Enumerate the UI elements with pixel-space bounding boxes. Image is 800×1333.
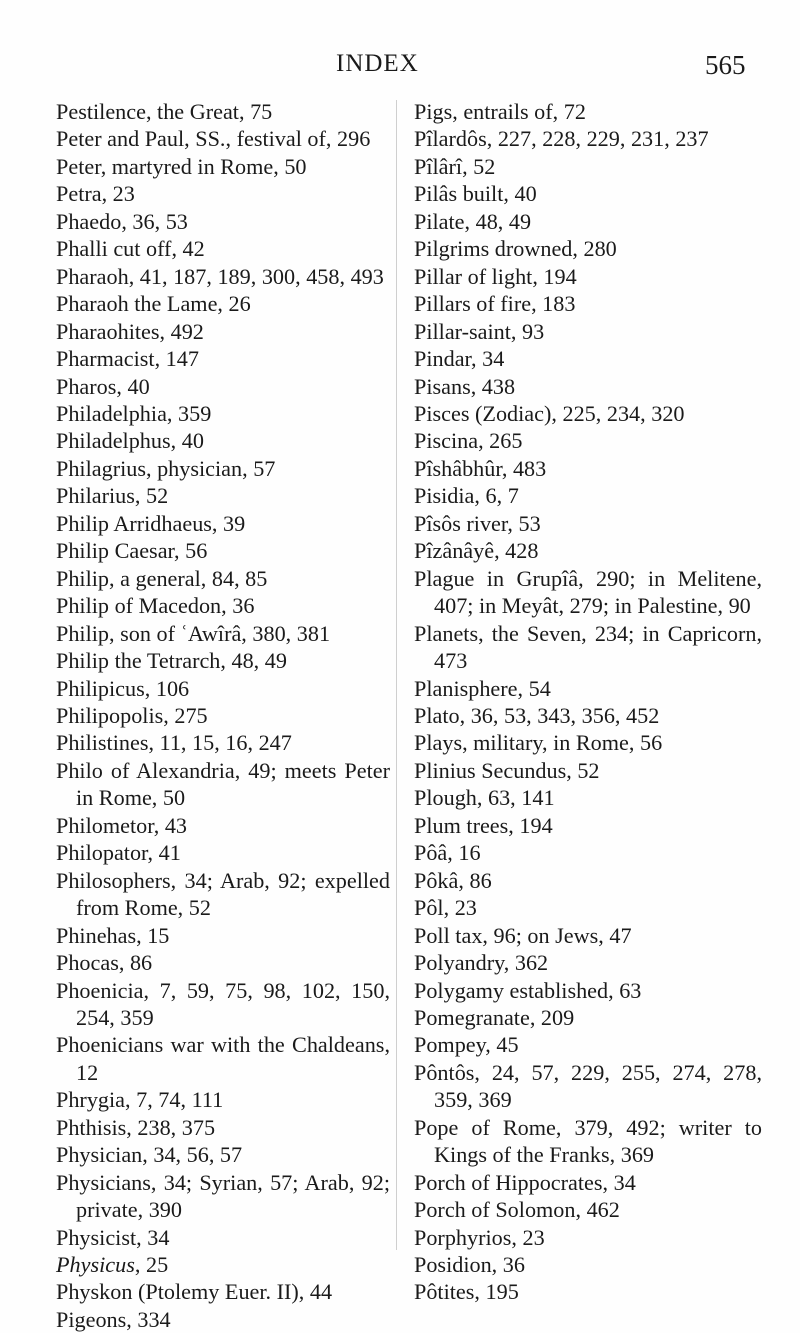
index-entry: Philipopolis, 275 xyxy=(56,702,208,728)
page-number: 565 xyxy=(705,50,746,80)
index-entry: Pindar, 34 xyxy=(414,346,505,372)
index-entry: Pharos, 40 xyxy=(56,373,150,399)
index-entry: Pomegranate, 209 xyxy=(414,1004,575,1030)
index-entry: Phrygia, 7, 74, 111 xyxy=(56,1087,224,1113)
index-entry: Phocas, 86 xyxy=(56,950,153,976)
index-entry: Pillar-saint, 93 xyxy=(414,318,545,344)
index-entry: Philip the Tetrarch, 48, 49 xyxy=(56,648,287,674)
index-entry: Philadelphia, 359 xyxy=(56,400,212,426)
index-entry: Phoenicia, 7, 59, 75, 98, 102, 150, 254, 359 xyxy=(56,977,390,1030)
index-entry: Philometor, 43 xyxy=(56,812,188,838)
index-entry: Pilâs built, 40 xyxy=(414,181,537,207)
index-entry-term: Physicus xyxy=(56,1252,135,1278)
index-entry: Pestilence, the Great, 75 xyxy=(56,99,273,124)
index-entry: Philip Arridhaeus, 39 xyxy=(56,510,246,536)
index-entry: Pope of Rome, 379, 492; writer to Kings of the Franks, 369 xyxy=(414,1114,762,1168)
index-entry: Porch of Solomon, 462 xyxy=(414,1197,620,1223)
index-entry: Pharaoh, 41, 187, 189, 300, 458, 493 xyxy=(56,263,384,289)
index-entry: Physicians, 34; Syrian, 57; Arab, 92; private, 390 xyxy=(56,1169,390,1223)
index-entry: Plays, military, in Rome, 56 xyxy=(414,730,663,756)
index-entry: Pîlardôs, 227, 228, 229, 231, 237 xyxy=(414,126,709,152)
index-entry: Pisidia, 6, 7 xyxy=(414,483,519,509)
index-entry: Physicist, 34 xyxy=(56,1224,170,1250)
index-entry: Plinius Secundus, 52 xyxy=(414,757,600,783)
index-entry: Pîlârî, 52 xyxy=(414,153,496,179)
index-entry: Pîshâbhûr, 483 xyxy=(414,455,547,481)
index-entry: Pôâ, 16 xyxy=(414,840,481,866)
index-entry: Philo of Alexandria, 49; meets Peter in Rome, 50 xyxy=(56,757,390,811)
index-entry: Plum trees, 194 xyxy=(414,812,553,838)
index-entry: Phalli cut off, 42 xyxy=(56,236,205,262)
index-entry: Pompey, 45 xyxy=(414,1032,519,1058)
index-entry: Planisphere, 54 xyxy=(414,675,551,701)
index-entry: Philipicus, 106 xyxy=(56,675,190,701)
index-entry: Piscina, 265 xyxy=(414,428,523,454)
running-title: INDEX xyxy=(336,50,419,77)
index-entry: Philopator, 41 xyxy=(56,840,181,866)
index-entry: Pôtites, 195 xyxy=(414,1279,519,1305)
index-entry xyxy=(56,1251,390,1278)
index-entry: Polyandry, 362 xyxy=(414,950,549,976)
index-entry: Peter, martyred in Rome, 50 xyxy=(56,153,307,179)
index-entry: Philosophers, 34; Arab, 92; expelled from Rome, 52 xyxy=(56,867,390,921)
index-entry: Philagrius, physician, 57 xyxy=(56,455,276,481)
index-entry: Phinehas, 15 xyxy=(56,922,170,948)
index-entry: Plato, 36, 53, 343, 356, 452 xyxy=(414,702,660,728)
index-entry: Polygamy established, 63 xyxy=(414,977,642,1003)
index-entry: Pîzânâyê, 428 xyxy=(414,538,539,564)
index-entry: Physician, 34, 56, 57 xyxy=(56,1142,243,1168)
index-entry: Porphyrios, 23 xyxy=(414,1224,545,1250)
index-entry: Pigeons, 334 xyxy=(56,1306,171,1332)
index-entry: Pilate, 48, 49 xyxy=(414,208,532,234)
index-entry: Pharaoh the Lame, 26 xyxy=(56,291,251,317)
index-entry: Phaedo, 36, 53 xyxy=(56,208,188,234)
page-header xyxy=(0,46,800,86)
index-entry: Philip of Macedon, 36 xyxy=(56,593,255,619)
index-entry: Pîsôs river, 53 xyxy=(414,510,541,536)
index-entry: Phthisis, 238, 375 xyxy=(56,1114,216,1140)
index-entry: Phoenicians war with the Chaldeans, 12 xyxy=(56,1032,390,1085)
column-divider xyxy=(396,100,397,1250)
index-entry: Pharmacist, 147 xyxy=(56,346,199,372)
index-entry: Philip, a general, 84, 85 xyxy=(56,565,268,591)
index-entry: Pôkâ, 86 xyxy=(414,867,492,893)
index-entry: Pisces (Zodiac), 225, 234, 320 xyxy=(414,400,685,426)
index-entry: Pilgrims drowned, 280 xyxy=(414,236,617,262)
index-entry-pages: , 25 xyxy=(134,1252,169,1278)
index-entry: Pillar of light, 194 xyxy=(414,263,577,289)
index-entry: Planets, the Seven, 234; in Capricorn, 473 xyxy=(414,620,762,674)
index-entry: Poll tax, 96; on Jews, 47 xyxy=(414,922,632,948)
index-entry: Philarius, 52 xyxy=(56,483,169,509)
index-entry: Philip Caesar, 56 xyxy=(56,538,208,564)
index-entry: Philip, son of ʿAwîrâ, 380, 381 xyxy=(56,620,331,646)
index-entry: Porch of Hippocrates, 34 xyxy=(414,1169,636,1195)
index-entry: Petra, 23 xyxy=(56,181,135,207)
index-entry: Pisans, 438 xyxy=(414,373,516,399)
index-entry: Physkon (Ptolemy Euer. II), 44 xyxy=(56,1279,333,1305)
index-entry: Pôntôs, 24, 57, 229, 255, 274, 278, 359, 369 xyxy=(414,1059,762,1113)
index-entry: Philistines, 11, 15, 16, 247 xyxy=(56,730,292,756)
index-entry: Pôl, 23 xyxy=(414,895,477,921)
index-entry: Plough, 63, 141 xyxy=(414,785,555,811)
index-entry: Philadelphus, 40 xyxy=(56,428,204,454)
index-column-left xyxy=(56,98,390,1333)
index-entry: Pharaohites, 492 xyxy=(56,318,204,344)
index-entry: Pigs, entrails of, 72 xyxy=(414,99,586,124)
index-entry: Plague in Grupîâ, 290; in Melitene, 407; in Meyât, 279; in Palestine, 90 xyxy=(414,565,762,619)
index-entry: Pillars of fire, 183 xyxy=(414,291,576,317)
index-entry: Posidion, 36 xyxy=(414,1252,525,1278)
index-column-right xyxy=(414,98,762,1306)
index-entry: Peter and Paul, SS., festival of, 296 xyxy=(56,126,371,152)
